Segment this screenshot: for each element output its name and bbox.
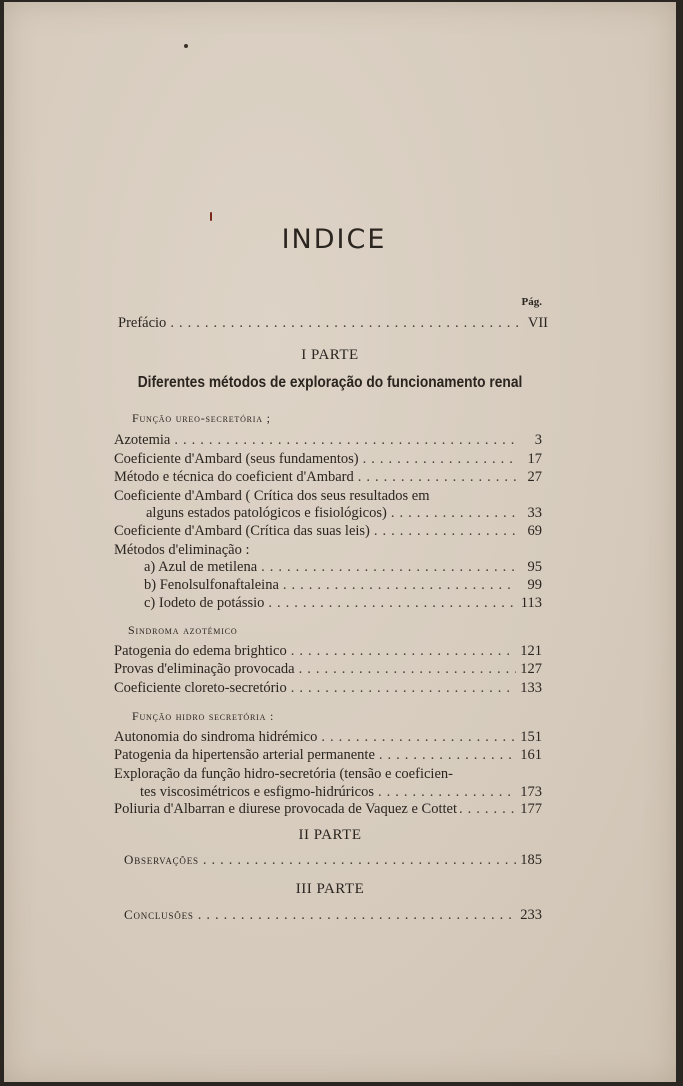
toc-entry-observacoes[interactable]: Observações ..... 185 bbox=[124, 852, 542, 869]
ink-speck bbox=[184, 44, 188, 48]
toc-entry[interactable]: c) Iodeto de potássio ..... 113 bbox=[144, 595, 542, 612]
section-heading-hidro: Função hidro secretória : bbox=[132, 709, 275, 723]
toc-entry[interactable]: Azotemia ..... 3 bbox=[114, 432, 542, 449]
part-heading-1: I PARTE bbox=[301, 347, 359, 363]
toc-entry[interactable]: Patogenia da hipertensão arterial permanente ..... 161 bbox=[114, 747, 542, 764]
toc-entry[interactable]: alguns estados patológicos e fisiológicos) ..... 33 bbox=[146, 505, 542, 522]
ink-mark bbox=[210, 212, 212, 221]
page-column-label: Pág. bbox=[521, 296, 542, 308]
toc-entry[interactable]: Método e técnica do coeficient d'Ambard ..... 27 bbox=[114, 469, 542, 486]
toc-entry[interactable]: tes viscosimétricos e esfigmo-hidrúricos ..... 173 bbox=[140, 784, 542, 801]
toc-entry[interactable]: Patogenia do edema brightico ..... 121 bbox=[114, 643, 542, 660]
toc-subheading: Métodos d'eliminação : bbox=[114, 542, 250, 558]
part-subtitle: Diferentes métodos de exploração do funcionamento renal bbox=[137, 374, 523, 391]
toc-entry[interactable]: Poliuria d'Albarran e diurese provocada de Vaquez e Cottet ..... 177 bbox=[114, 801, 542, 818]
toc-entry[interactable]: Provas d'eliminação provocada ..... 127 bbox=[114, 661, 542, 678]
toc-entry[interactable]: Autonomia do sindroma hidrémico ..... 151 bbox=[114, 729, 542, 746]
toc-entry[interactable]: Coeficiente cloreto-secretório ..... 133 bbox=[114, 680, 542, 697]
toc-entry-conclusoes[interactable]: Conclusões ..... 233 bbox=[124, 907, 542, 924]
part-heading-3: III PARTE bbox=[295, 881, 365, 897]
toc-entry-continued[interactable]: Exploração da função hidro-secretória (tensão e coeficien- bbox=[114, 766, 453, 782]
section-heading-sindroma: Sindroma azotémico bbox=[128, 623, 238, 637]
toc-entry[interactable]: Coeficiente d'Ambard (seus fundamentos) ..... 17 bbox=[114, 451, 542, 468]
toc-entry-continued[interactable]: Coeficiente d'Ambard ( Crítica dos seus resultados em bbox=[114, 488, 430, 504]
toc-entry[interactable]: a) Azul de metilena ..... 95 bbox=[144, 559, 542, 576]
book-page bbox=[4, 2, 676, 1082]
toc-entry[interactable]: Coeficiente d'Ambard (Crítica das suas leis) ..... 69 bbox=[114, 523, 542, 540]
part-heading-2: II PARTE bbox=[298, 827, 362, 843]
section-heading-ureo: Função ureo-secretória ; bbox=[132, 411, 271, 425]
page-title: INDICE bbox=[281, 224, 387, 255]
toc-entry[interactable]: b) Fenolsulfonaftaleina ..... 99 bbox=[144, 577, 542, 594]
toc-entry-prefacio[interactable]: Prefácio ..... VII bbox=[118, 315, 548, 332]
